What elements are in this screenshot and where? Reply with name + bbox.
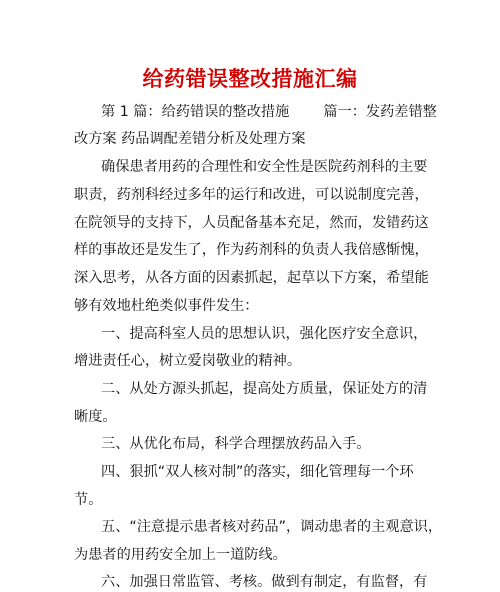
list-item-line: 四、狠抓“双人核对制”的落实，细化管理每一个环 [101,464,414,480]
heading-continuation: 改方案 药品调配差错分析及处理方案 [74,131,306,147]
chapter-heading: 第 1 篇：给药错误的整改措施 [101,104,290,120]
list-item-line: 一、提高科室人员的思想认识，强化医疗安全意识， [101,326,428,342]
list-item-line: 节。 [74,492,103,508]
paragraph-line: 职责，药剂科经过多年的运行和改进，可以说制度完善， [74,187,429,203]
paragraph-line: 在院领导的支持下，人员配备基本充足，然而，发错药这 [74,215,429,231]
list-item-line: 为患者的用药安全加上一道防线。 [74,547,287,563]
paragraph-line: 深入思考，从各方面的因素抓起，起草以下方案，希望能 [74,270,429,286]
list-item-line: 增进责任心，树立爱岗敬业的精神。 [74,353,302,369]
list-item-line: 六、加强日常监管、考核。做到有制定，有监督，有 [101,574,428,590]
section-heading: 篇一：发药差错整 [323,104,437,120]
list-item-line: 晰度。 [74,409,117,425]
list-item-line: 三、从优化布局，科学合理摆放药品入手。 [101,436,371,452]
list-item-line: 二、从处方源头抓起，提高处方质量，保证处方的清 [101,381,428,397]
paragraph-line: 够有效地杜绝类似事件发生： [74,298,259,314]
paragraph-line: 样的事故还是发生了，作为药剂科的负责人我倍感惭愧， [74,242,429,258]
list-item-line: 五、“注意提示患者核对药品”，调动患者的主观意识， [101,519,443,535]
heading-line [101,102,437,122]
document-title: 给药错误整改措施汇编 [142,67,358,91]
paragraph-line: 确保患者用药的合理性和安全性是医院药剂科的主要 [101,159,428,175]
